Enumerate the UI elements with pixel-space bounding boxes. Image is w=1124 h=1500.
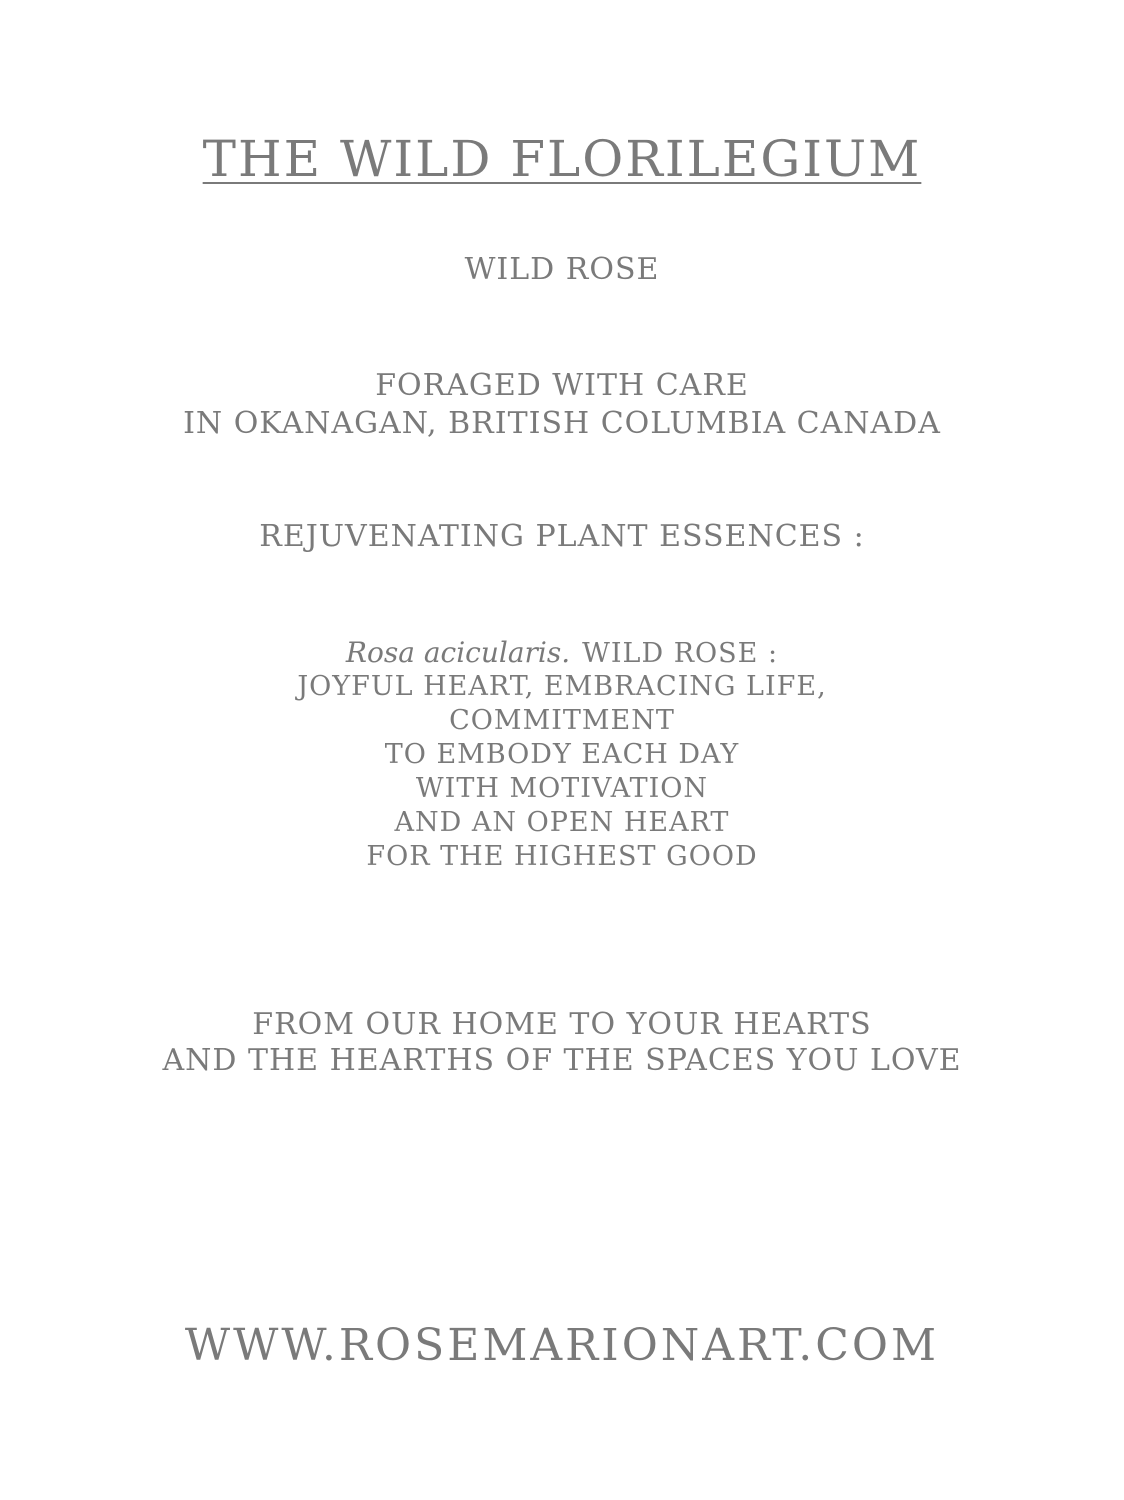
website-link[interactable]: WWW.ROSEMARIONART.COM [184, 1320, 940, 1371]
essence-line: JOYFUL HEART, EMBRACING LIFE, [297, 671, 827, 702]
latin-name: Rosa acicularis. [345, 636, 571, 669]
common-name: WILD ROSE : [582, 638, 779, 669]
origin-line-1: FORAGED WITH CARE [375, 368, 749, 403]
essence-line: FOR THE HIGHEST GOOD [366, 841, 758, 872]
page-title-text: THE WILD FLORILEGIUM [202, 130, 922, 188]
origin-line-2: IN OKANAGAN, BRITISH COLUMBIA CANADA [183, 406, 941, 441]
essence-line: AND AN OPEN HEART [394, 807, 730, 838]
essence-line: WITH MOTIVATION [415, 773, 709, 804]
closing-line-2: AND THE HEARTHS OF THE SPACES YOU LOVE [162, 1043, 962, 1078]
essence-line: TO EMBODY EACH DAY [384, 739, 740, 770]
flower-name: WILD ROSE [464, 252, 660, 287]
essences-heading: REJUVENATING PLANT ESSENCES : [259, 519, 865, 554]
essence-line: COMMITMENT [449, 705, 675, 736]
page-title [0, 128, 1124, 190]
closing-line-1: FROM OUR HOME TO YOUR HEARTS [252, 1007, 872, 1042]
essence-name-line [0, 636, 1124, 671]
